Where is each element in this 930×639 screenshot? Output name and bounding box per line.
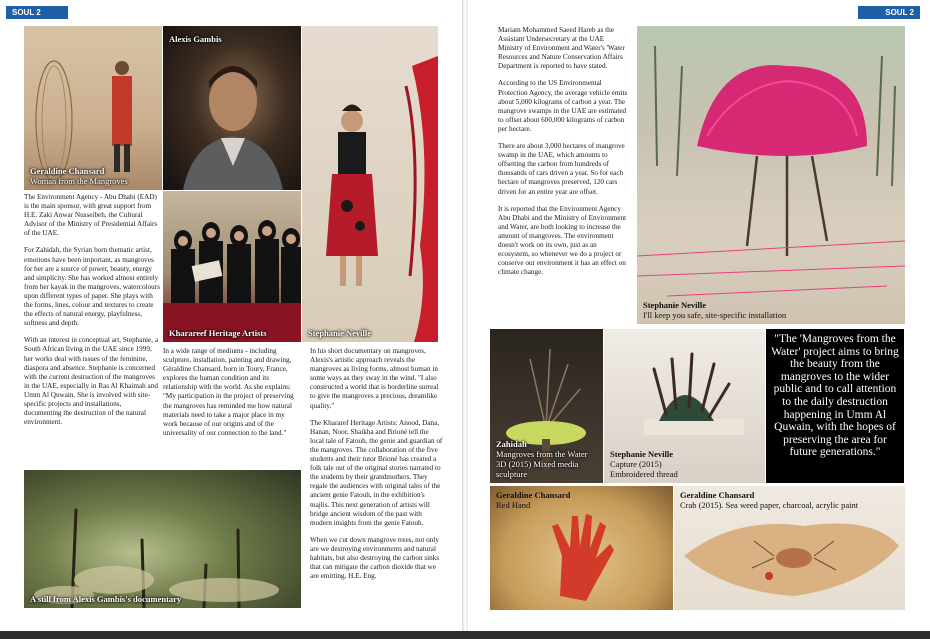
caption-kharareef — [169, 328, 267, 338]
caption-zahidah — [496, 439, 596, 479]
caption-name: Alexis Gambis — [169, 34, 222, 44]
article-column-4 — [498, 26, 630, 285]
photo-geraldine-red-hand — [490, 486, 673, 610]
article-column-2 — [163, 347, 299, 446]
caption-title: Crab (2015). Sea weed paper, charcoal, acrylic paint — [680, 500, 859, 510]
photo-geraldine-chansard — [24, 26, 162, 190]
paragraph: The Khararef Heritage Artists: Anood, Dana, Hanan, Noor, Shaikha and Brioné tell the local tale of Fatouh, the genie and guardian of the mangroves. The collaboration of the five students and their tutor Brioné has created a folk tale out of the original stories narrated to the students by their grandmothers. They regale the audiences with original tales of the ancient genie Fatouh, in the exhibition's majlis. This next generation of artists will bridge ancient wisdom of the past with modern insights from the genie Fatouh. — [310, 418, 443, 527]
photo-stephanie-neville — [302, 26, 438, 342]
section-tab-right: SOUL 2 — [858, 6, 920, 19]
photo-alexis-gambis — [163, 26, 301, 190]
paragraph: It is reported that the Environment Agency Abu Dhabi and the Ministry of Environment and Water, are both looking to increase the amount of mangroves. The environment doesn't work on its own, just as an ecosystem, so whenever we do a project or conserve our environment it has an effect on climate change. — [498, 204, 627, 277]
caption-geraldine-top — [30, 166, 128, 186]
photo-art-mangrove-roots — [24, 470, 301, 608]
caption-name: Stephanie Neville — [643, 300, 707, 310]
paragraph: There are about 3,000 hectares of mangrove swamp in the UAE, which amounts to offsetting the carbon from hundreds of thousands of cars driven a year. So for each hectare of mangroves preserved, 120 cars driven for an entire year are offset. — [498, 142, 625, 196]
caption-stephanie-left — [308, 328, 371, 338]
section-tab-left: SOUL 2 — [6, 6, 68, 19]
paragraph: Mariam Mohammed Saeed Hareb as the Assistant Undersecretary at the UAE Ministry of Environment and Water's 'Water Resources and Nature Conservation Affairs Department is reported to have stated. — [498, 26, 625, 71]
article-column-3 — [310, 347, 444, 589]
caption-name: Stephanie Neville — [308, 328, 372, 338]
pull-quote: "The 'Mangroves from the Water' project aims to bring the beauty from the mangroves to the wider public and to call attention to the daily destruction happening in Umm Al Quwain, with the hopes of preserving the area for future generations." — [766, 329, 904, 483]
paragraph: In a wide range of mediums - including sculpture, installation, painting and drawing, Géraldine Chansard, born in Toury, France, explores the human condition and its relationship with the world. As she explains: "My participation in the project of preserving the mangroves has reminded me how natural materials need to take a major place in my work because of our origins and of the universality of our connection to the land." — [163, 347, 294, 437]
paragraph: According to the US Environmental Protection Agency, the average vehicle emits about 5,000 kilograms of carbon a year. The mangrove swamps in the UAE are estimated to offset about 600,000 kilograms of carbon per hectare. — [498, 79, 628, 133]
photo-stephanie-neville-capture — [604, 329, 765, 483]
caption-name: Stephanie Neville — [610, 449, 674, 459]
caption-name: Geraldine Chansard — [30, 166, 105, 176]
caption-name: Geraldine Chansard — [496, 490, 571, 500]
photo-art-group — [163, 191, 301, 342]
caption-redhand — [496, 490, 570, 510]
caption-name: Zahidah — [496, 439, 527, 449]
caption-stephanie-right — [643, 300, 786, 320]
caption-alexis — [169, 34, 222, 44]
caption-title: Red Hand — [496, 500, 531, 510]
caption-capture — [610, 449, 678, 479]
caption-crab — [680, 490, 858, 510]
photo-documentary-still — [24, 470, 301, 608]
photo-art-pink-installation — [637, 26, 905, 324]
caption-title: Woman from the Mangroves — [30, 176, 128, 186]
caption-name: Kharareef Heritage Artists — [169, 328, 267, 338]
photo-art-portrait — [163, 26, 301, 190]
article-column-1 — [24, 193, 160, 435]
paragraph: When we cut down mangrove trees, not only are we destroying environments and natural habitats, but also destroying the carbon sinks that can mitigate the carbon dioxide that we are emitting, H.E. Eng. — [310, 535, 440, 581]
paragraph: In his short documentary on mangroves, Alexis's artistic approach reveals the mangroves as living forms, almost human in some ways as they sway in the wind. "I also constructed a world that is borderline surreal to give the mangroves a precious, dreamlike quality." — [310, 347, 439, 410]
caption-title: Mangroves from the Water 3D (2015) Mixed media sculpture — [496, 449, 588, 479]
caption-line1: Capture (2015) — [610, 459, 662, 469]
caption-name: A still from Alexis Gambis's documentary — [30, 594, 182, 604]
paragraph: The Environment Agency - Abu Dhabi (EAD) is the main sponsor, with great support from H.E. Zaki Anwar Nusseibeh, the Cultural Advisor of the Ministry of Presidential Affairs of the UAE. — [24, 193, 158, 238]
photo-zahidah-sculpture — [490, 329, 603, 483]
photo-stephanie-neville-installation — [637, 26, 905, 324]
photo-art-artist-with-installation — [302, 26, 438, 342]
caption-line2: Embroidered thread — [610, 469, 678, 479]
paragraph: For Zahidah, the Syrian born thematic artist, emotions have been important, as mangroves for her are a source of power, beauty, energy and simplicity. She has worked almost entirely from her kayak in the mangroves, watercolours upon different types of paper. She plays with the forms, lines, colour and textures to create the effects of natural energy, playfulness, softness and depth. — [24, 246, 160, 328]
spine-gutter — [462, 0, 468, 639]
caption-name: Geraldine Chansard — [680, 490, 755, 500]
photo-geraldine-crab — [674, 486, 905, 610]
photo-kharareef-heritage-artists — [163, 191, 301, 342]
caption-still — [30, 594, 181, 604]
paragraph: With an interest in conceptual art, Stephanie, a South African living in the UAE since 1999, her works deal with issues of the feminine, diaspora and absence. Stephanie is concerned with the current destruction of the mangroves in the UAE, especially in Ras Al Khaimah and Umm Al Quwain. She is involved with site-specific projects and installations, documenting the destruction of the natural environment. — [24, 336, 159, 427]
caption-title: I'll keep you safe, site-specific installation — [643, 310, 787, 320]
bottom-bar — [0, 631, 930, 639]
